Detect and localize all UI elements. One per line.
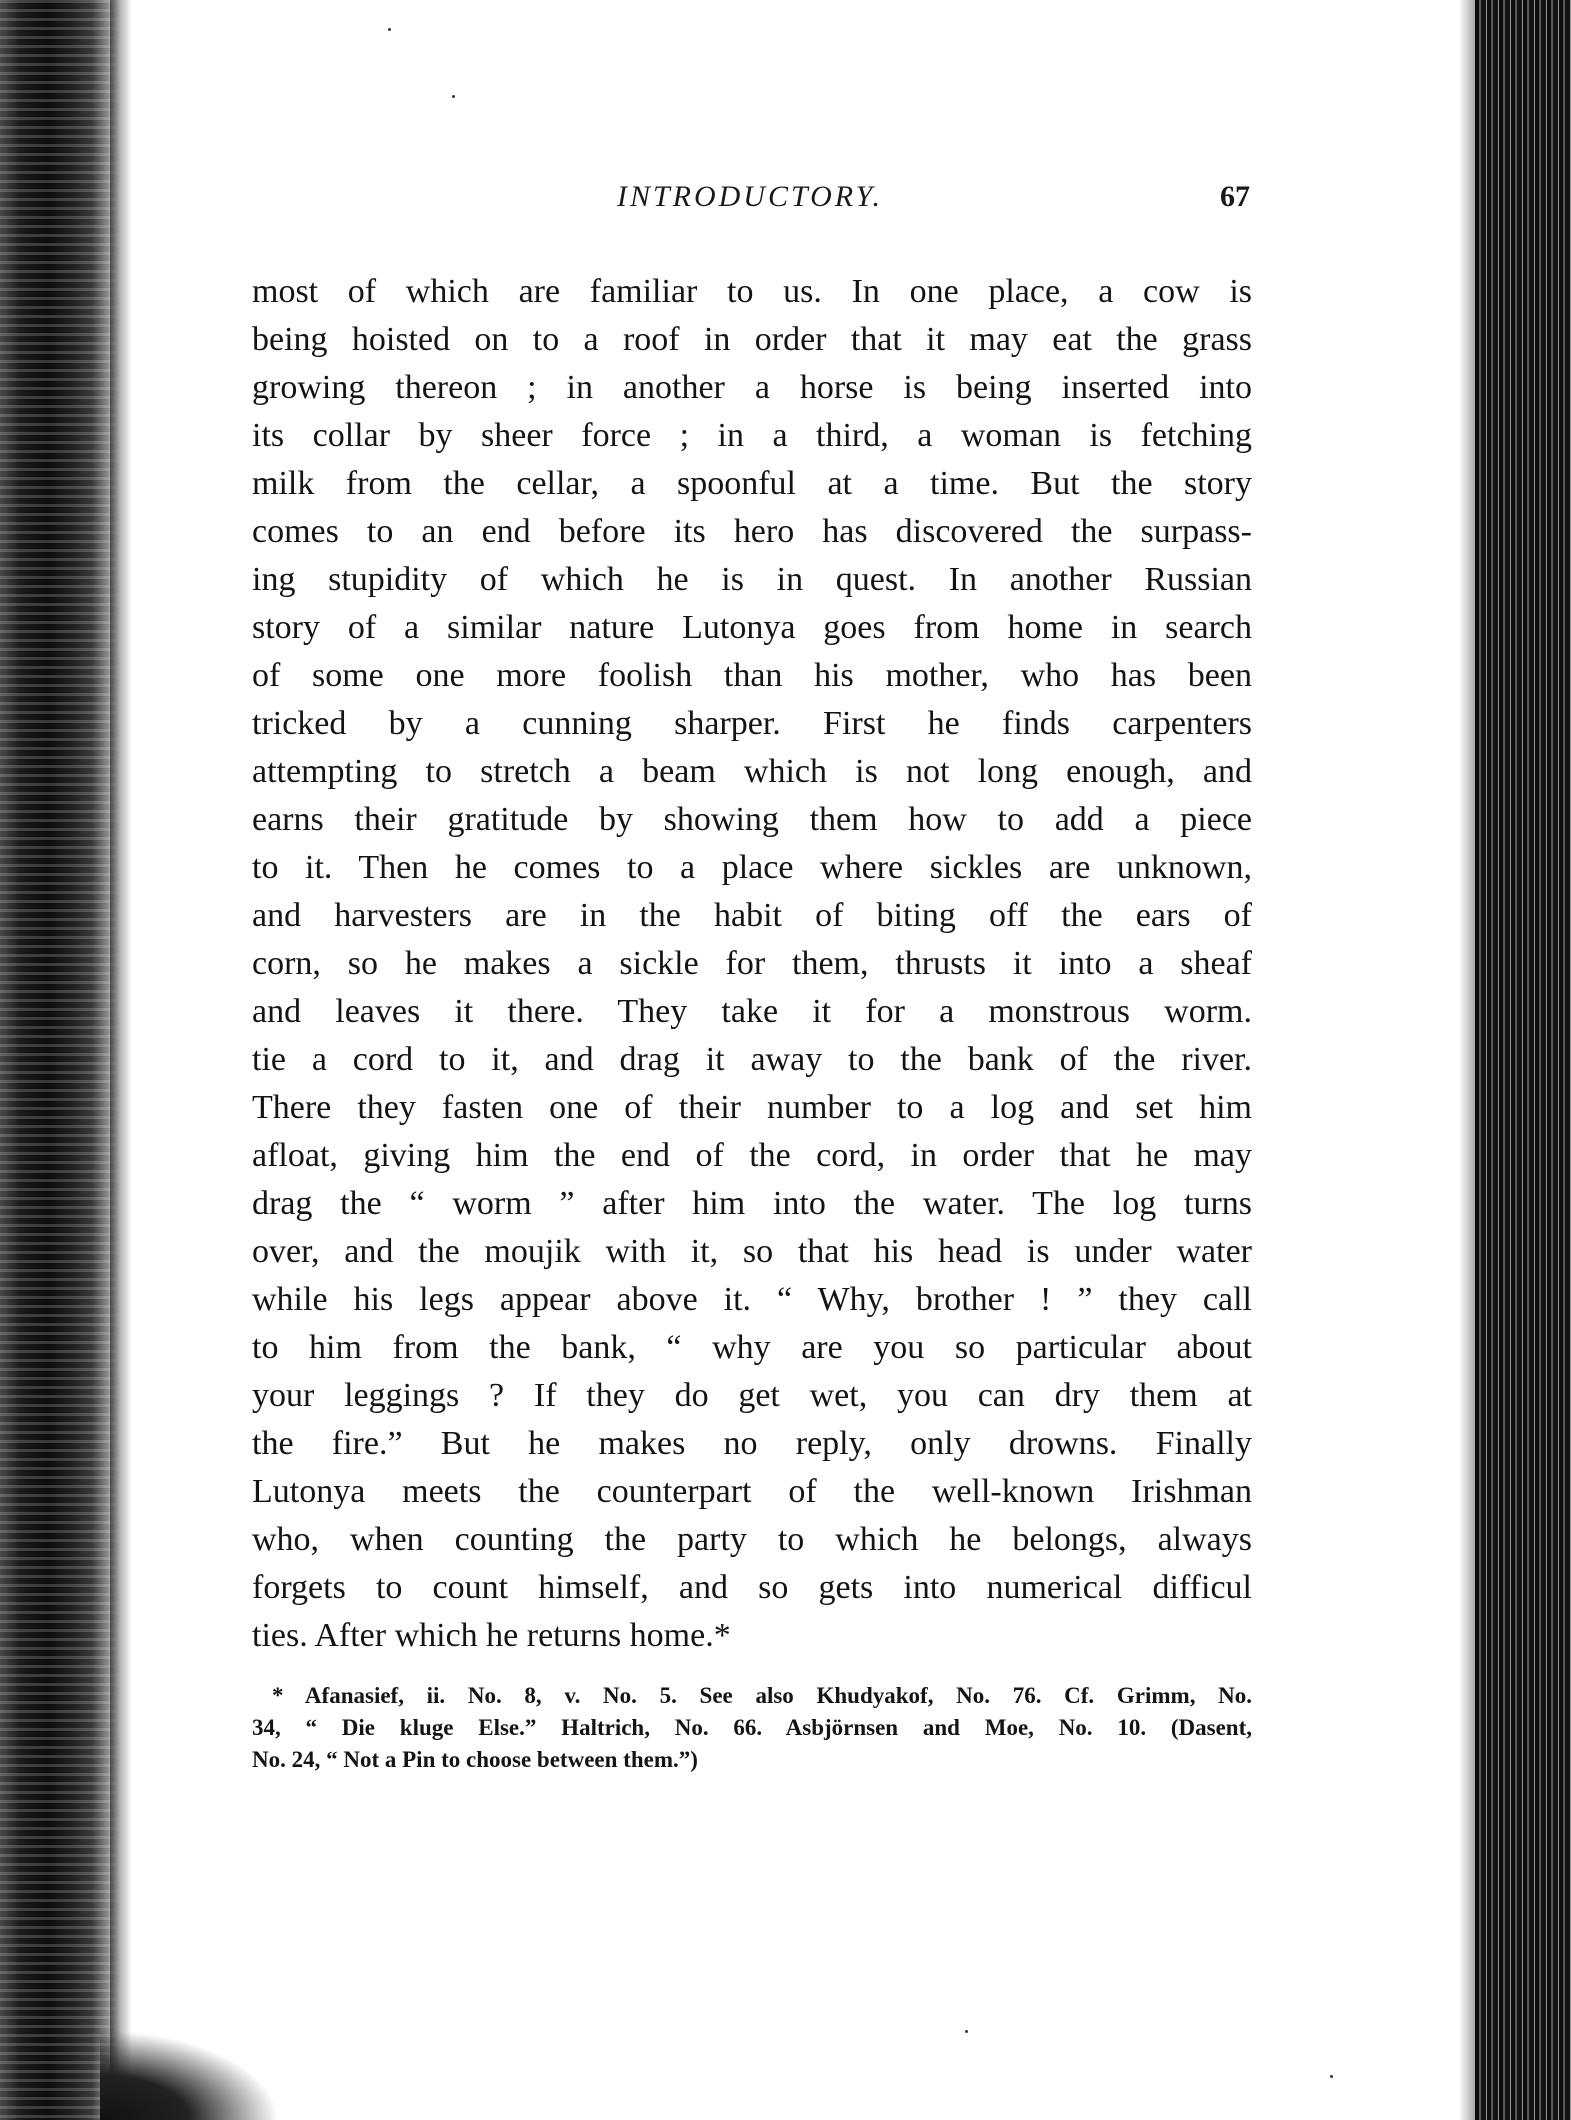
running-title: INTRODUCTORY. <box>616 180 884 213</box>
text-line: afloat, giving him the end of the cord, in order that he may <box>252 1137 1252 1174</box>
text-line: and harvesters are in the habit of biting off the ears of <box>252 897 1252 934</box>
text-line: to him from the bank, “ why are you so particular about <box>252 1329 1252 1366</box>
footnote-line: No. 24, “ Not a Pin to choose between them.”) <box>252 1747 698 1772</box>
text-line: being hoisted on to a roof in order that it may eat the grass <box>252 321 1252 358</box>
text-line: comes to an end before its hero has discovered the surpass- <box>252 513 1252 550</box>
scan-speck <box>388 28 391 31</box>
text-line: to it. Then he comes to a place where sickles are unknown, <box>252 849 1252 886</box>
text-line: your leggings ? If they do get wet, you can dry them at <box>252 1377 1252 1414</box>
text-line: while his legs appear above it. “ Why, brother ! ” they call <box>252 1281 1252 1318</box>
text-line: over, and the moujik with it, so that his head is under water <box>252 1233 1252 1270</box>
text-line: story of a similar nature Lutonya goes from home in search <box>252 609 1252 646</box>
binding-shadow-left <box>110 0 132 2120</box>
text-line: most of which are familiar to us. In one place, a cow is <box>252 273 1252 310</box>
text-line: milk from the cellar, a spoonful at a time. But the story <box>252 465 1252 502</box>
scan-binding-left-edge <box>0 0 120 2120</box>
text-line: drag the “ worm ” after him into the water. The log turns <box>252 1185 1252 1222</box>
text-line: and leaves it there. They take it for a monstrous worm. <box>252 993 1252 1030</box>
running-head <box>250 180 1250 230</box>
body-text <box>252 268 1252 1660</box>
text-line: corn, so he makes a sickle for them, thrusts it into a sheaf <box>252 945 1252 982</box>
footnote-line: * Afanasief, ii. No. 8, v. No. 5. See also Khudyakof, No. 76. Cf. Grimm, No. <box>272 1683 1252 1708</box>
page-number: 67 <box>1220 180 1250 213</box>
text-line: of some one more foolish than his mother, who has been <box>252 657 1252 694</box>
binding-shadow-right <box>1459 0 1475 2120</box>
scan-page-stack-right-edge <box>1475 0 1571 2120</box>
footnote <box>252 1680 1252 1776</box>
text-line: who, when counting the party to which he belongs, always <box>252 1521 1252 1558</box>
text-line: the fire.” But he makes no reply, only drowns. Finally <box>252 1425 1252 1462</box>
text-line: attempting to stretch a beam which is not long enough, and <box>252 753 1252 790</box>
text-line: Lutonya meets the counterpart of the well-known Irishman <box>252 1473 1252 1510</box>
text-line: growing thereon ; in another a horse is being inserted into <box>252 369 1252 406</box>
text-line: tie a cord to it, and drag it away to the bank of the river. <box>252 1041 1252 1078</box>
text-line: ing stupidity of which he is in quest. In another Russian <box>252 561 1252 598</box>
text-line: tricked by a cunning sharper. First he finds carpenters <box>252 705 1252 742</box>
page-curl-shadow <box>100 2030 280 2120</box>
scan-speck <box>1330 2075 1333 2078</box>
scan-speck <box>965 2030 968 2033</box>
text-line: earns their gratitude by showing them how to add a piece <box>252 801 1252 838</box>
text-line: its collar by sheer force ; in a third, a woman is fetching <box>252 417 1252 454</box>
text-line-last: ties. After which he returns home.* <box>252 1617 731 1654</box>
scan-speck <box>452 95 455 98</box>
text-line: There they fasten one of their number to a log and set him <box>252 1089 1252 1126</box>
footnote-line: 34, “ Die kluge Else.” Haltrich, No. 66. Asbjörnsen and Moe, No. 10. (Dasent, <box>252 1715 1252 1740</box>
text-line: forgets to count himself, and so gets into numerical difficul <box>252 1569 1252 1606</box>
